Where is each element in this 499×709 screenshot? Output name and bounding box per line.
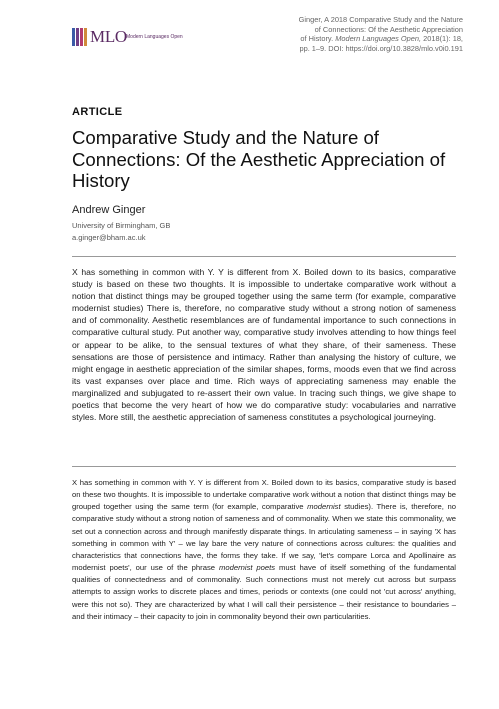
author-name: Andrew Ginger bbox=[72, 204, 146, 216]
article-title: Comparative Study and the Nature of Connections: Of the Aesthetic Appreciation of History bbox=[72, 127, 446, 191]
logo-subtitle: Modern Languages Open bbox=[126, 34, 183, 40]
logo-bar bbox=[80, 28, 83, 46]
citation bbox=[263, 15, 463, 53]
journal-logo bbox=[72, 27, 202, 47]
logo-mark-icon bbox=[72, 28, 88, 46]
logo-bar bbox=[84, 28, 87, 46]
author-email[interactable]: a.ginger@bham.ac.uk bbox=[72, 233, 146, 242]
author-affiliation: University of Birmingham, GB bbox=[72, 221, 171, 230]
logo-bar bbox=[76, 28, 79, 46]
citation-line: of Connections: Of the Aesthetic Appreciation bbox=[314, 24, 463, 34]
body-paragraph: X has something in common with Y. Y is different from X. Boiled down to its basics, comparative study is based on these two thoughts. It is impossible to undertake comparative work without a notion that distinct things may be grouped together using the same term (for example, comparative modernist studies). There is, therefore, no comparative study without a strong notion of sameness and of commonality. When we state this commonality, we set out a connection across and through manifestly disparate things. In articulating sameness – in saying 'X has something in common with Y' – we lay bare the very nature of connections across cultures: the qualities and characteristics that connections have, the forms they take. If we say, 'let's compare Lorca and Apollinaire as modernist poets', our use of the phrase modernist poets must have of itself something of the fundamental qualities of connectedness and of commonality. Such connections must not merely cut across but surpass attempts to assign works to discrete places and times, periods or contexts (one could not 'cut across' anything, were this not so). They are characterized by what I will call their persistence – their resistance to boundaries – and their intimacy – their capacity to join in commonality beyond their own particularities. bbox=[72, 478, 456, 621]
divider bbox=[72, 256, 456, 257]
emphasis: modernist poets bbox=[218, 563, 276, 573]
divider bbox=[72, 466, 456, 467]
article-type-label: ARTICLE bbox=[72, 106, 123, 118]
citation-doi[interactable]: pp. 1–9. DOI: https://doi.org/10.3828/mlo.v0i0.191 bbox=[299, 43, 463, 53]
logo-text: MLO bbox=[90, 27, 127, 46]
journal-name: Modern Languages Open, bbox=[335, 34, 422, 44]
abstract: X has something in common with Y. Y is different from X. Boiled down to its basics, comparative study is based on these two thoughts. It is impossible to undertake comparative work without a notion that distinct things may be grouped together using the same term (for example, comparative modernist studies) There is, therefore, no comparative study without a strong notion of sameness and of commonality. Aesthetic resemblances are of fundamental importance to such connections in comparative cultural study. Put another way, comparative study involves attending to how things feel or appear to be alike, to the sensual textures of what they share, of their sameness. These sensations are those of persistence and intimacy. Rather than analysing the history of culture, we might engage in aesthetic appreciation of the similar shapes, forms, moods even that we find across its vast expanses over place and time. Rich ways of appreciating sameness may enable the marginalized and subjugated to re-assert their own value. In tracing such things, we give shape to poetics that become the very heart of how we do comparative study: vocabularies and narrative styles. More still, the aesthetic appreciation of sameness constitutes a psychological journeying. bbox=[72, 267, 456, 423]
citation-line: of History. Modern Languages Open, 2018(1): 18, bbox=[300, 34, 463, 44]
logo-bar bbox=[72, 28, 75, 46]
author-info bbox=[72, 220, 170, 244]
citation-line: Ginger, A 2018 Comparative Study and the Nature bbox=[298, 15, 463, 24]
emphasis: modernist bbox=[307, 502, 341, 512]
